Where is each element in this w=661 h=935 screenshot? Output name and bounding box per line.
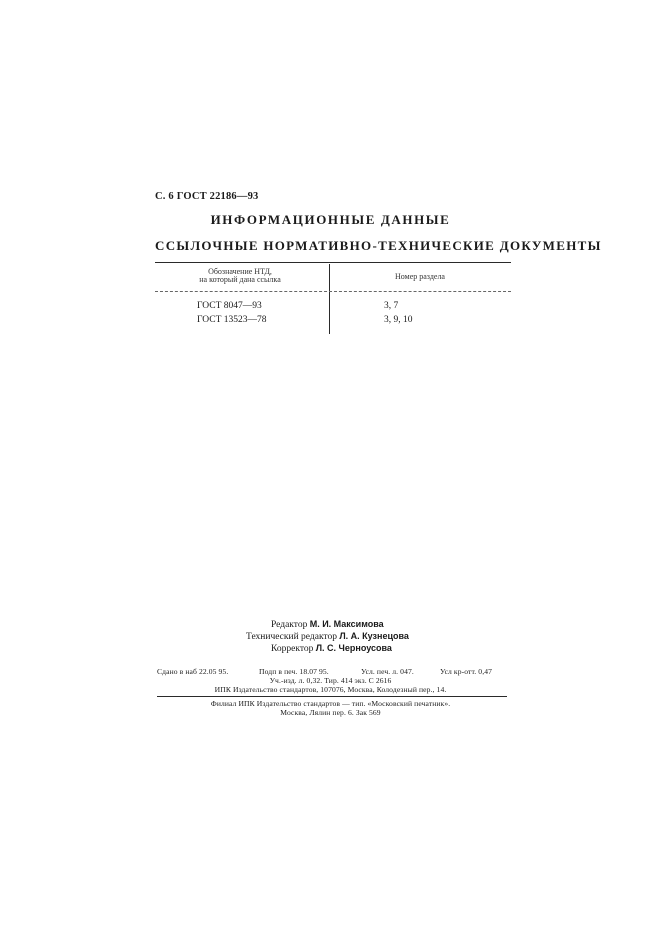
imprint-print-sheets: Усл кр-отт. 0,47 [440, 667, 492, 676]
imprint-rule [157, 696, 507, 697]
credit-tech-editor-label: Технический редактор [246, 632, 337, 642]
credit-tech-editor [246, 631, 409, 642]
imprint-signed: Подп в печ. 18.07 95. [259, 667, 329, 676]
imprint-edition: Уч.-изд. л. 0,32. Тир. 414 экз. С 2616 [269, 676, 392, 685]
table-header-document-line1: Обозначение НТД, [208, 267, 272, 276]
table-cell-section: 3, 7 [384, 301, 399, 311]
table-cell-document: ГОСТ 8047—93 [197, 301, 262, 311]
credit-proofreader [271, 643, 392, 654]
page-header: С. 6 ГОСТ 22186—93 [155, 191, 259, 202]
imprint-address: Москва, Лялин пер. 6. Зак 569 [280, 708, 381, 717]
table-cell-document: ГОСТ 13523—78 [197, 315, 267, 325]
table-header-section: Номер раздела [395, 272, 445, 281]
imprint-submitted: Сдано в наб 22.05 95. [157, 667, 229, 676]
section-title: ИНФОРМАЦИОННЫЕ ДАННЫЕ [210, 212, 451, 227]
table-header-rule [155, 291, 511, 292]
imprint-sheets: Усл. печ. л. 047. [361, 667, 414, 676]
table-cell-section: 3, 9, 10 [384, 315, 413, 325]
credit-proofreader-name: Л. С. Черноусова [315, 643, 392, 653]
credit-editor-label: Редактор [271, 620, 308, 630]
imprint-printer: Филиал ИПК Издательство стандартов — тип. «Московский печатник». [210, 699, 451, 708]
credit-editor [271, 619, 384, 630]
credit-tech-editor-name: Л. А. Кузнецова [339, 631, 409, 641]
imprint-publisher: ИПК Издательство стандартов, 107076, Москва, Колодезный пер., 14. [214, 685, 447, 694]
credit-proofreader-label: Корректор [271, 644, 314, 654]
table-header-document [165, 268, 315, 284]
table-top-rule [155, 262, 511, 263]
table-column-divider [329, 264, 330, 334]
table-header-document-line2: на который дана ссылка [199, 275, 281, 284]
credit-editor-name: М. И. Максимова [309, 619, 384, 629]
section-subtitle: ССЫЛОЧНЫЕ НОРМАТИВНО-ТЕХНИЧЕСКИЕ ДОКУМЕНТЫ [155, 238, 602, 253]
